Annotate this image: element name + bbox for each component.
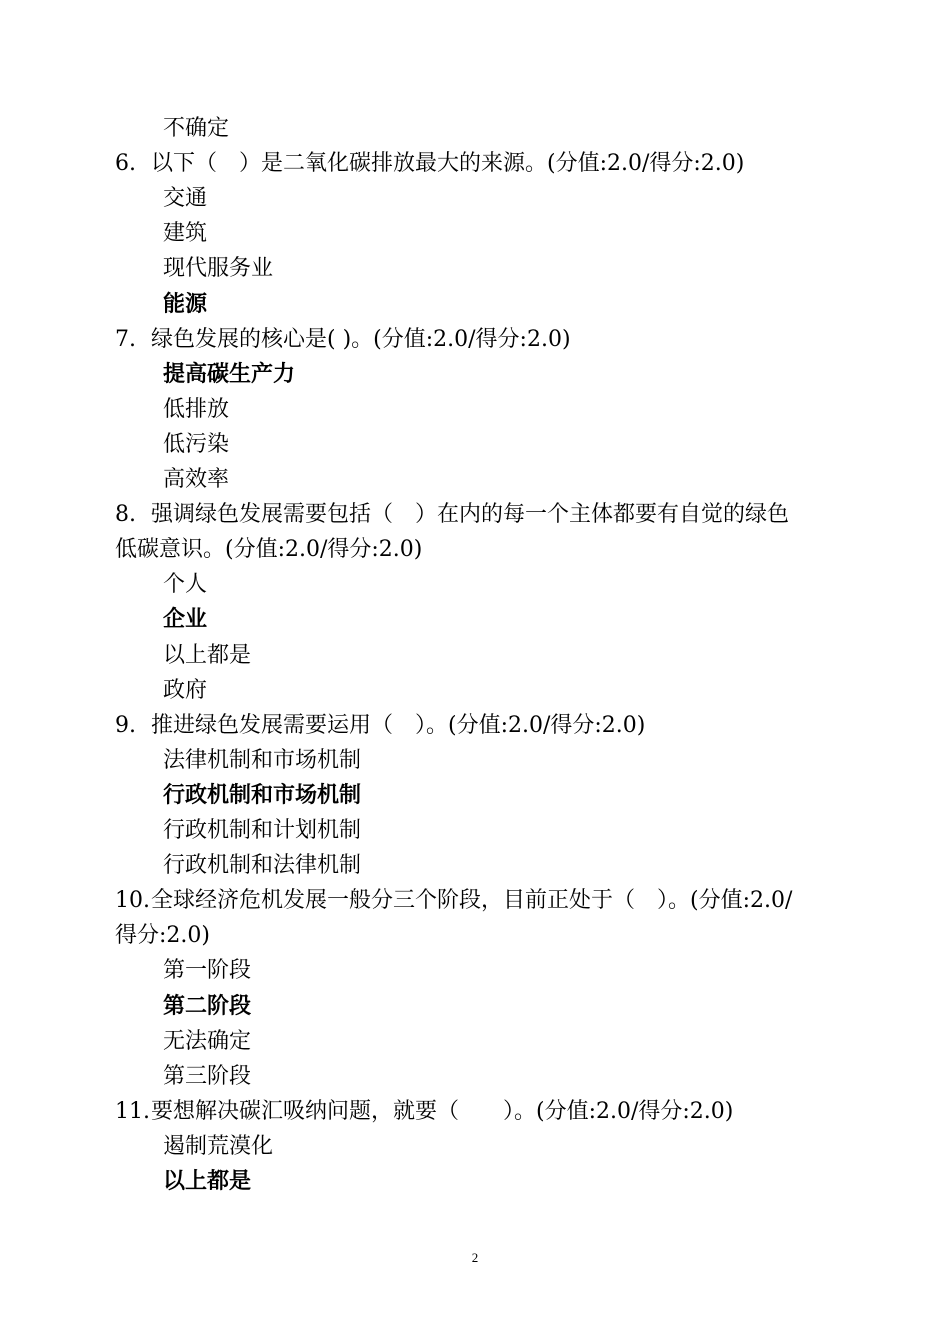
question-text: 以下（ ）是二氧化碳排放最大的来源。(分值:2.0/得分:2.0) [151,151,745,177]
answer-option: 高效率 [163,467,230,492]
answer-option: 遏制荒漠化 [163,1133,274,1159]
question-text-continued: 得分:2.0) [115,923,210,949]
page-number: 2 [471,1250,479,1265]
question-number: 11. [115,1098,150,1124]
question-text: 要想解决碳汇吸纳问题，就要（ ）。(分值:2.0/得分:2.0) [151,1098,734,1124]
question [115,1099,733,1125]
answer-option: 不确定 [163,116,230,141]
question-text: 推进绿色发展需要运用（ ）。(分值:2.0/得分:2.0) [151,712,646,738]
answer-option: 低排放 [163,396,230,422]
answer-option: 建筑 [163,221,208,247]
answer-option: 以上都是 [163,642,252,668]
answer-option: 法律机制和市场机制 [163,747,362,773]
question-text-continued: 低碳意识。(分值:2.0/得分:2.0) [115,537,423,563]
answer-option: 行政机制和法律机制 [163,853,362,879]
question-number: 7. [115,326,136,352]
question-text: 强调绿色发展需要包括（ ）在内的每一个主体都要有自觉的绿色 [151,502,790,528]
answer-option-correct: 行政机制和市场机制 [163,782,362,808]
answer-option-correct: 企业 [163,607,208,633]
answer-option: 现代服务业 [163,256,274,282]
question-text: 绿色发展的核心是( )。(分值:2.0/得分:2.0) [151,326,571,352]
question-number: 10. [115,888,150,914]
answer-option: 个人 [163,572,208,598]
question [115,888,792,914]
question [115,502,789,528]
question-text: 全球经济危机发展一般分三个阶段，目前正处于（ ）。(分值:2.0/ [151,888,793,914]
answer-option-correct: 提高碳生产力 [163,361,296,387]
answer-option: 第三阶段 [163,1063,252,1089]
answer-option: 低污染 [163,431,230,457]
answer-option: 交通 [163,186,208,212]
answer-option-correct: 第二阶段 [163,993,252,1019]
question [115,327,571,353]
question [115,151,744,177]
question [115,713,645,739]
answer-option: 第一阶段 [163,958,252,984]
question-number: 8. [115,502,136,528]
answer-option: 政府 [163,677,208,703]
answer-option: 无法确定 [163,1028,252,1054]
answer-option-correct: 能源 [163,291,208,317]
question-number: 9. [115,712,136,738]
answer-option-correct: 以上都是 [163,1169,252,1194]
question-number: 6. [115,151,136,177]
answer-option: 行政机制和计划机制 [163,818,362,843]
